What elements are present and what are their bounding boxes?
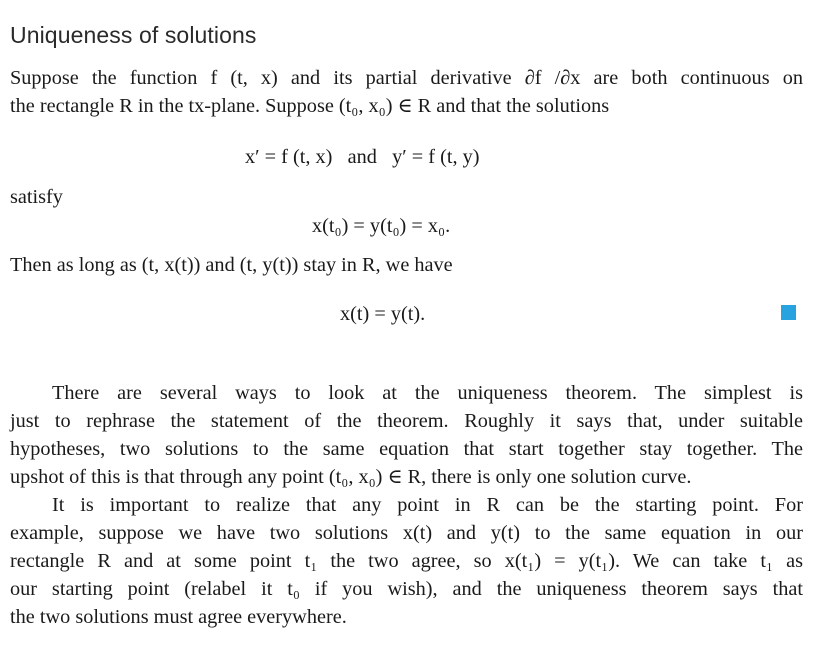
text-line: just to rephrase the statement of the theorem. Roughly it says that, under suitable	[10, 410, 803, 432]
qed-square-icon	[781, 305, 796, 320]
text-conclusion: Then as long as (t, x(t)) and (t, y(t)) stay in R, we have	[10, 254, 453, 276]
text-line: Suppose the function f (t, x) and its partial derivative ∂f /∂x are both continuous on	[10, 67, 803, 89]
text-satisfy: satisfy	[10, 186, 63, 208]
text-line: It is important to realize that any point in R can be the starting point. For	[52, 494, 803, 516]
text-line: rectangle R and at some point t₁ the two agree, so x(t₁) = y(t₁). We can take t₁ as	[10, 550, 803, 572]
text-line: There are several ways to look at the uniqueness theorem. The simplest is	[52, 382, 803, 404]
text-line: example, suppose we have two solutions x(t) and y(t) to the same equation in our	[10, 522, 803, 544]
text-line: the rectangle R in the tx-plane. Suppose (t₀, x₀) ∈ R and that the solutions	[10, 95, 610, 117]
section-heading: Uniqueness of solutions	[10, 22, 257, 48]
theorem-statement	[10, 64, 803, 120]
equation-differential: x′ = f (t, x) and y′ = f (t, y)	[245, 146, 480, 168]
text-line: the two solutions must agree everywhere.	[10, 606, 347, 628]
discussion-paragraph	[10, 379, 803, 631]
equation-uniqueness: x(t) = y(t).	[340, 303, 426, 325]
text-line: upshot of this is that through any point (t₀, x₀) ∈ R, there is only one solution curve.	[10, 466, 692, 488]
equation-initial-condition: x(t₀) = y(t₀) = x₀.	[312, 215, 451, 237]
text-line: hypotheses, two solutions to the same equation that start together stay together. The	[10, 438, 803, 460]
text-line: our starting point (relabel it t₀ if you wish), and the uniqueness theorem says that	[10, 578, 803, 600]
